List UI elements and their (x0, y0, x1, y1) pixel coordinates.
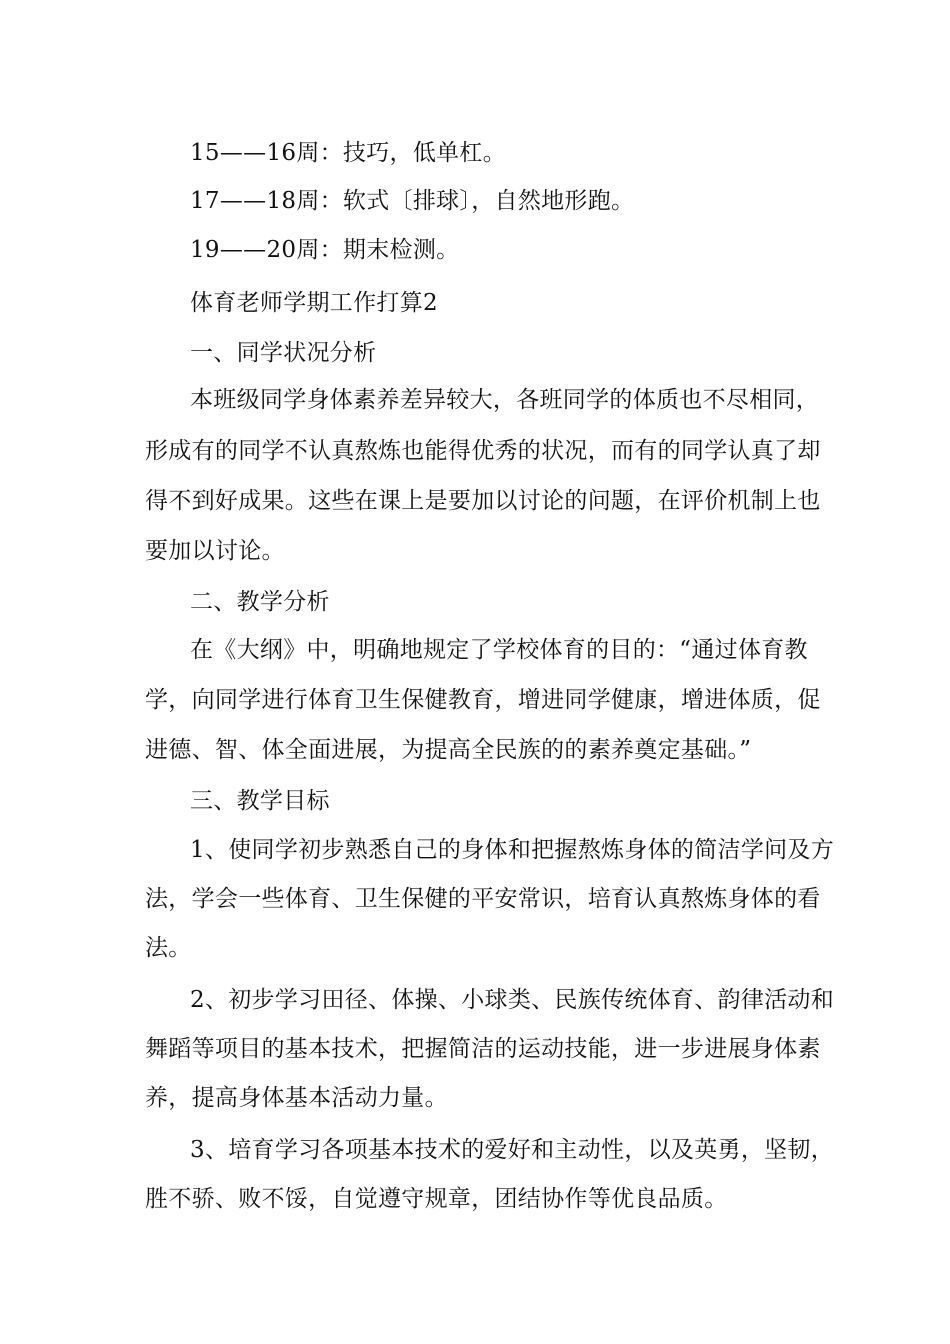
list-item-line: 3、培育学习各项基本技术的爱好和主动性，以及英勇，坚韧， (190, 1137, 835, 1163)
list-item-line: 舞蹈等项目的基本技术，把握简洁的运动技能，进一步进展身体素 (145, 1036, 821, 1062)
paragraph-line: 本班级同学身体素养差异较大，各班同学的体质也不尽相同， (190, 387, 820, 413)
list-item-line: 法，学会一些体育、卫生保健的平安常识，培育认真熬炼身体的看 (145, 886, 821, 912)
schedule-line: 19——20周：期末检测。 (190, 237, 460, 263)
list-item-line: 2、初步学习田径、体操、小球类、民族传统体育、韵律活动和 (190, 987, 835, 1013)
section-heading: 二、教学分析 (190, 589, 330, 615)
list-item-line: 法。 (145, 935, 192, 961)
section-heading: 三、教学目标 (190, 788, 330, 814)
paragraph-line: 得不到好成果。这些在课上是要加以讨论的问题，在评价机制上也 (145, 488, 821, 514)
paragraph-line: 形成有的同学不认真熬炼也能得优秀的状况，而有的同学认真了却 (145, 438, 821, 464)
list-item-line: 胜不骄、败不馁，自觉遵守规章，团结协作等优良品质。 (145, 1186, 728, 1212)
list-item-line: 1、使同学初步熟悉自己的身体和把握熬炼身体的简洁学问及方 (190, 837, 835, 863)
paragraph-line: 进德、智、体全面进展，为提高全民族的的素养奠定基础。” (145, 737, 752, 763)
document-title: 体育老师学期工作打算2 (190, 290, 438, 316)
paragraph-line: 学，向同学进行体育卫生保健教育，增进同学健康，增进体质，促 (145, 687, 821, 713)
paragraph-line: 在《大纲》中，明确地规定了学校体育的目的：“通过体育教 (190, 637, 808, 663)
list-item-line: 养，提高身体基本活动力量。 (145, 1085, 448, 1111)
schedule-line: 17——18周：软式〔排球〕，自然地形跑。 (190, 188, 635, 214)
schedule-line: 15——16周：技巧，低单杠。 (190, 140, 507, 166)
paragraph-line: 要加以讨论。 (145, 538, 285, 564)
section-heading: 一、同学状况分析 (190, 340, 377, 366)
